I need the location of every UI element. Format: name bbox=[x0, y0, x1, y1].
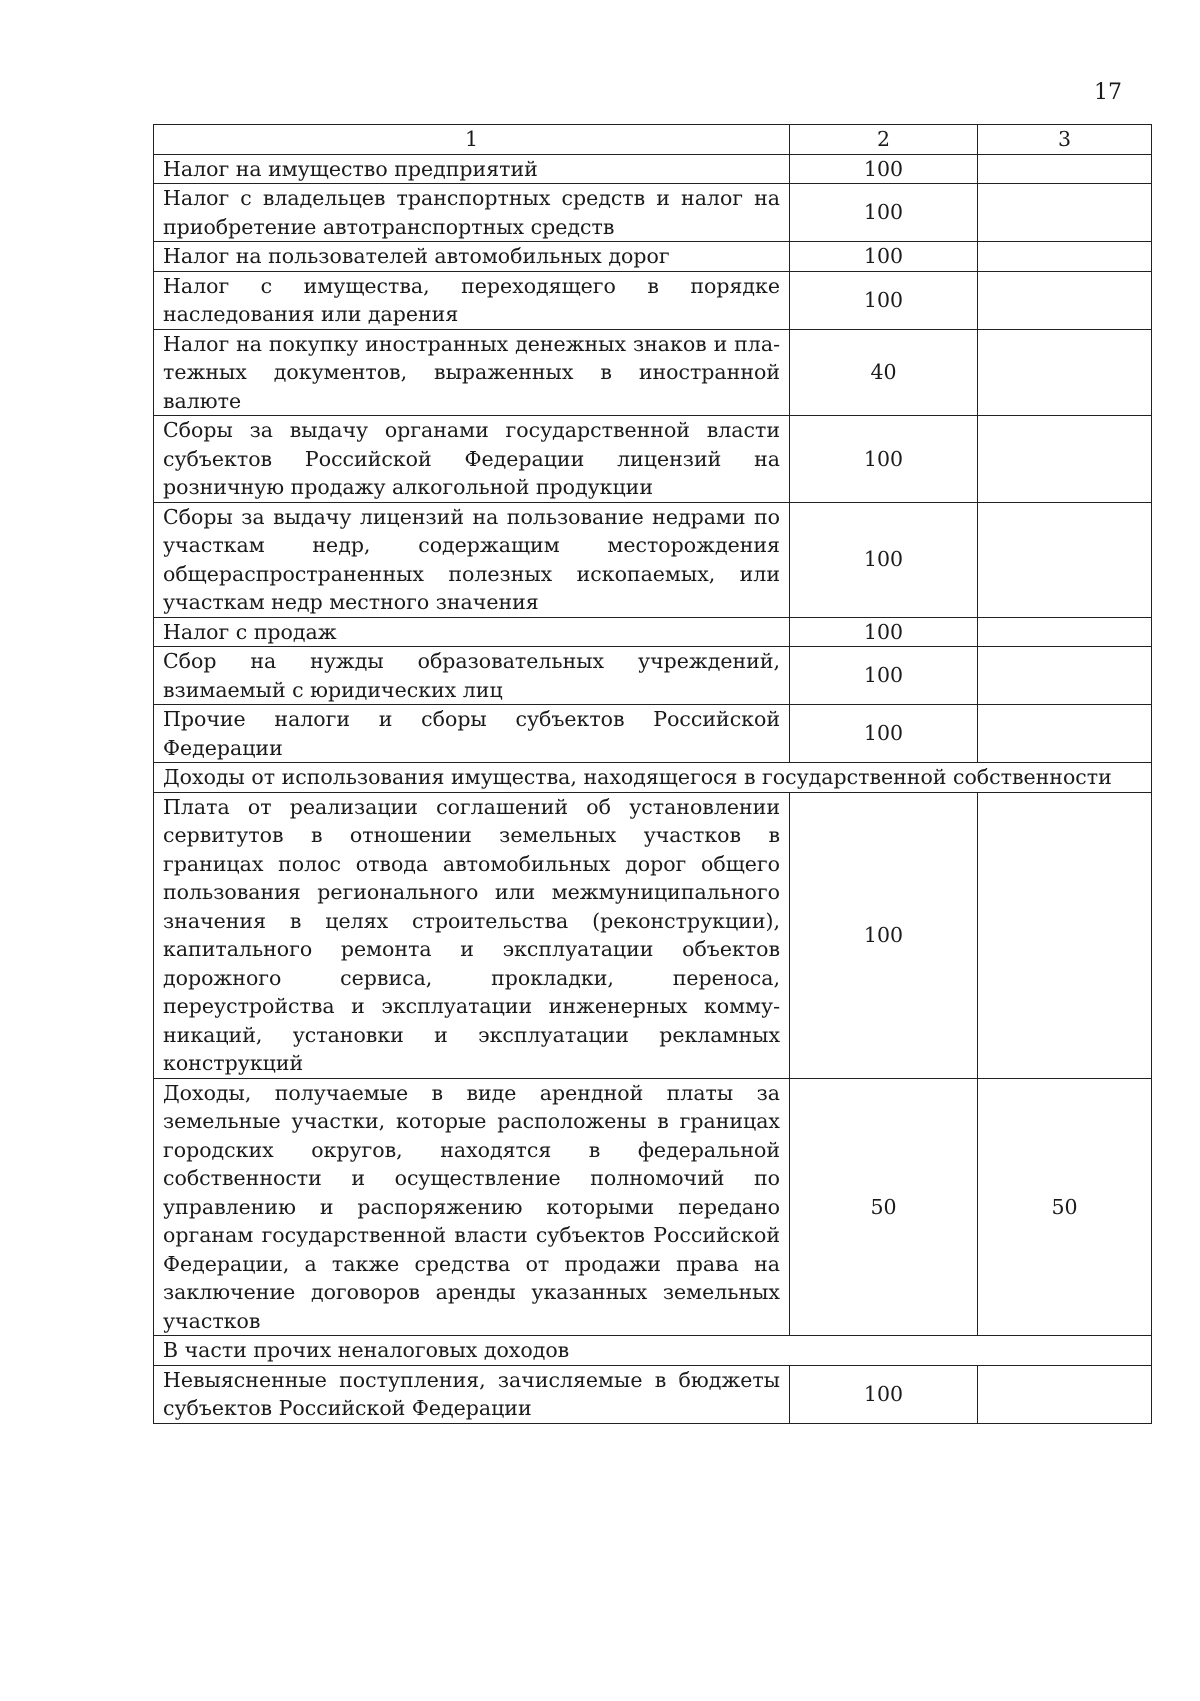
column-2-value: 100 bbox=[790, 242, 978, 272]
section-title: Доходы от использования имущества, находящегося в государственной собственности bbox=[154, 763, 1152, 793]
revenue-item-name: Сбор на нужды образовательных учреждений, взимаемый с юридических лиц bbox=[154, 647, 790, 705]
table-row bbox=[154, 154, 1152, 184]
table-row bbox=[154, 705, 1152, 763]
table-row bbox=[154, 1365, 1152, 1423]
column-2-value: 100 bbox=[790, 184, 978, 242]
column-3-value bbox=[978, 184, 1152, 242]
column-3-value bbox=[978, 271, 1152, 329]
column-2-value: 100 bbox=[790, 647, 978, 705]
column-3-value bbox=[978, 647, 1152, 705]
revenue-item-name: Сборы за выдачу органами государственной власти субъектов Российской Федерации лицензий на розничную продажу алкогольной продукции bbox=[154, 416, 790, 503]
column-3-value bbox=[978, 154, 1152, 184]
column-3-value bbox=[978, 705, 1152, 763]
section-title: В части прочих неналоговых доходов bbox=[154, 1336, 1152, 1366]
column-3-value: 50 bbox=[978, 1078, 1152, 1336]
revenue-item-name: Налог на имущество предприятий bbox=[154, 154, 790, 184]
table-row bbox=[154, 242, 1152, 272]
revenue-item-name: Налог с имущества, переходящего в порядке наследования или дарения bbox=[154, 271, 790, 329]
revenue-item-name: Налог на покупку иностранных денежных знаков и платежных документов, выраженных в иностранной валюте bbox=[154, 329, 790, 416]
table-row bbox=[154, 502, 1152, 617]
revenue-item-name: Налог с владельцев транспортных средств и налог на приобретение автотранспортных средств bbox=[154, 184, 790, 242]
column-2-value: 40 bbox=[790, 329, 978, 416]
revenue-item-name: Прочие налоги и сборы субъектов Российской Федерации bbox=[154, 705, 790, 763]
revenue-distribution-table bbox=[153, 124, 1152, 1424]
table-row bbox=[154, 271, 1152, 329]
revenue-item-name: Доходы, получаемые в виде арендной платы за земельные участки, которые расположены в границах городских округов, находятся в федеральной собственности и осуществление полномочий по управлению и распоряжению которыми передано органам государственной власти субъектов Российской Федерации, а также средства от продажи права на заключение договоров аренды указанных земельных участков bbox=[154, 1078, 790, 1336]
column-2-value: 100 bbox=[790, 154, 978, 184]
table-row bbox=[154, 416, 1152, 503]
section-row bbox=[154, 763, 1152, 793]
table-body bbox=[154, 125, 1152, 1424]
revenue-item-name: Плата от реализации соглашений об установлении сервитутов в отношении земельных участков в границах полос отвода автомобильных дорог общего пользования регионального или межмуниципального значения в целях строительства (реконструкции), капитального ремонта и эксплуатации объектов дорожного сервиса, прокладки, переноса, переустройства и эксплуатации инженерных коммуникаций, установки и эксплуатации рекламных конструкций bbox=[154, 792, 790, 1078]
section-row bbox=[154, 1336, 1152, 1366]
column-3-value bbox=[978, 242, 1152, 272]
table-row bbox=[154, 792, 1152, 1078]
column-3-value bbox=[978, 1365, 1152, 1423]
column-3-value bbox=[978, 617, 1152, 647]
column-2-value: 100 bbox=[790, 792, 978, 1078]
column-2-value: 100 bbox=[790, 705, 978, 763]
revenue-item-name: Невыясненные поступления, зачисляемые в бюджеты субъектов Российской Федерации bbox=[154, 1365, 790, 1423]
table-row bbox=[154, 329, 1152, 416]
table-row bbox=[154, 647, 1152, 705]
column-3-value bbox=[978, 502, 1152, 617]
column-3-value bbox=[978, 792, 1152, 1078]
revenue-item-name: Налог на пользователей автомобильных дорог bbox=[154, 242, 790, 272]
column-2-value: 100 bbox=[790, 1365, 978, 1423]
header-cell-1: 1 bbox=[154, 125, 790, 155]
column-3-value bbox=[978, 416, 1152, 503]
table-row bbox=[154, 1078, 1152, 1336]
column-2-value: 100 bbox=[790, 617, 978, 647]
revenue-item-name: Сборы за выдачу лицензий на пользование недрами по участкам недр, содержащим месторождения общераспространенных полезных ископаемых, или участкам недр местного значения bbox=[154, 502, 790, 617]
column-2-value: 50 bbox=[790, 1078, 978, 1336]
page-number: 17 bbox=[1094, 80, 1122, 105]
column-2-value: 100 bbox=[790, 271, 978, 329]
header-row bbox=[154, 125, 1152, 155]
table-row bbox=[154, 617, 1152, 647]
column-3-value bbox=[978, 329, 1152, 416]
header-cell-3: 3 bbox=[978, 125, 1152, 155]
header-cell-2: 2 bbox=[790, 125, 978, 155]
revenue-item-name: Налог с продаж bbox=[154, 617, 790, 647]
column-2-value: 100 bbox=[790, 416, 978, 503]
table-row bbox=[154, 184, 1152, 242]
column-2-value: 100 bbox=[790, 502, 978, 617]
